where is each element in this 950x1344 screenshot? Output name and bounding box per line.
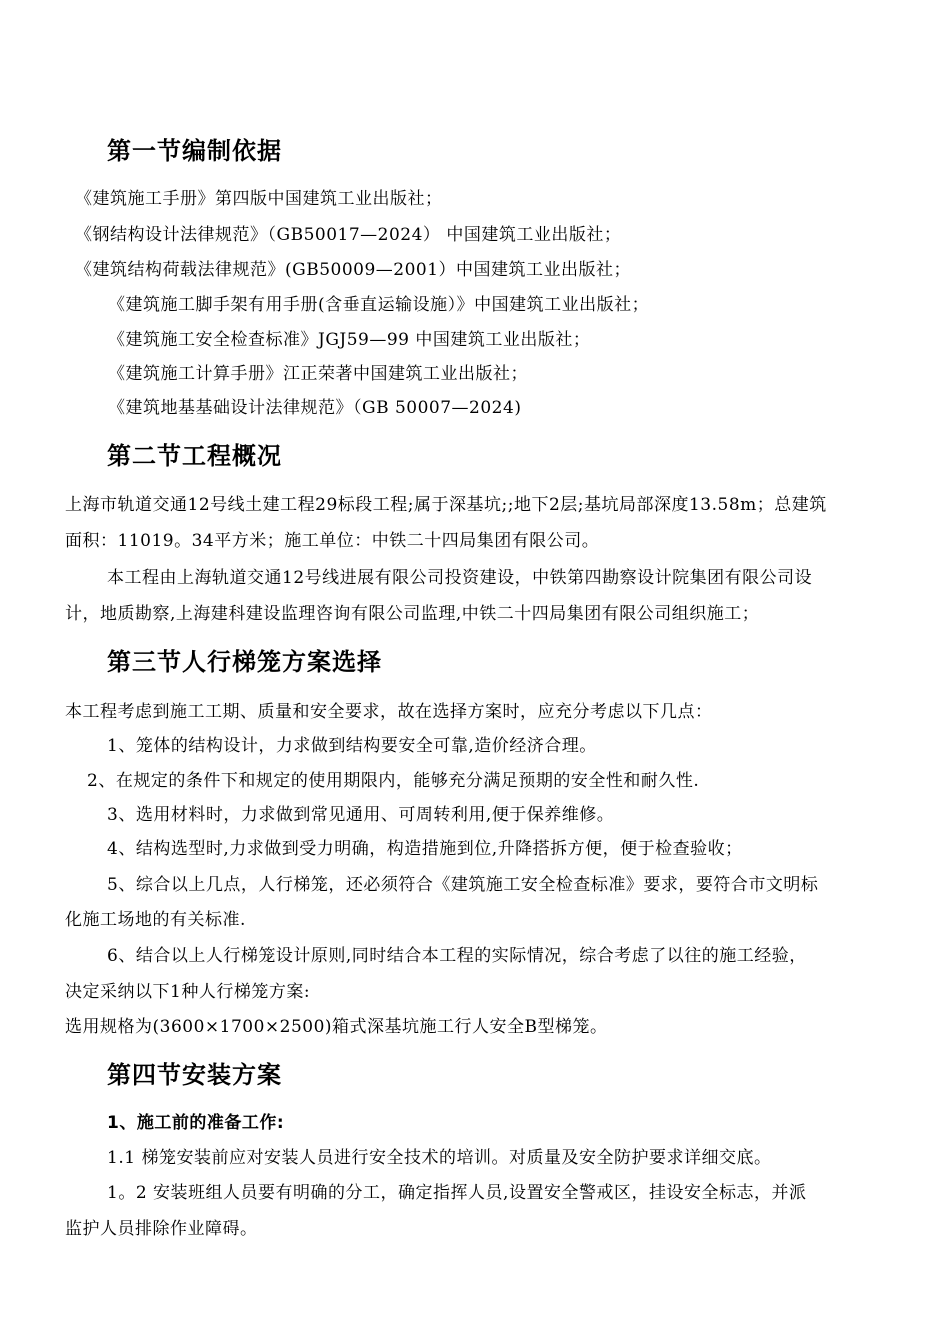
- reference-item: 《建筑施工安全检查标准》JGJ59—99 中国建筑工业出版社；: [108, 330, 591, 350]
- list-item: 决定采纳以下1种人行梯笼方案:: [65, 982, 311, 1002]
- section3-heading: 第三节人行梯笼方案选择: [107, 648, 382, 676]
- reference-item: 《建筑施工脚手架有用手册(含垂直运输设施）》中国建筑工业出版社；: [108, 295, 650, 315]
- list-item: 1、笼体的结构设计，力求做到结构要安全可靠,造价经济合理。: [107, 736, 597, 756]
- paragraph-line: 上海市轨道交通12号线土建工程29标段工程;属于深基坑;;地下2层;基坑局部深度13.58m；总建筑: [65, 495, 827, 515]
- paragraph-line: 面积：11019。34平方米；施工单位：中铁二十四局集团有限公司。: [65, 531, 600, 551]
- list-item: 化施工场地的有关标准.: [65, 910, 246, 930]
- paragraph-line: 1。2 安装班组人员要有明确的分工，确定指挥人员,设置安全警戒区，挂设安全标志，并派: [107, 1183, 807, 1203]
- reference-item: 《建筑结构荷载法律规范》(GB50009—2001）中国建筑工业出版社；: [75, 260, 632, 280]
- list-item: 5、综合以上几点，人行梯笼，还必须符合《建筑施工安全检查标准》要求，要符合市文明标: [107, 875, 819, 895]
- subheading: 1、施工前的准备工作:: [107, 1113, 285, 1133]
- paragraph-line: 选用规格为(3600×1700×2500)箱式深基坑施工行人安全B型梯笼。: [65, 1017, 608, 1037]
- list-item: 6、结合以上人行梯笼设计原则,同时结合本工程的实际情况，综合考虑了以往的施工经验，: [107, 946, 807, 966]
- reference-item: 《建筑施工计算手册》江正荣著中国建筑工业出版社；: [108, 364, 528, 384]
- paragraph-line: 本工程由上海轨道交通12号线进展有限公司投资建设，中铁第四勘察设计院集团有限公司设: [107, 568, 813, 588]
- reference-item: 《建筑地基基础设计法律规范》（GB 50007—2024): [108, 398, 522, 418]
- paragraph-line: 1.1 梯笼安装前应对安装人员进行安全技术的培训。对质量及安全防护要求详细交底。: [107, 1148, 772, 1168]
- section2-heading: 第二节工程概况: [107, 442, 282, 470]
- list-item: 2、在规定的条件下和规定的使用期限内，能够充分满足预期的安全性和耐久性.: [87, 771, 700, 791]
- section1-heading: 第一节编制依据: [107, 137, 282, 165]
- paragraph-line: 计，地质勘察,上海建科建设监理咨询有限公司监理,中铁二十四局集团有限公司组织施工；: [65, 604, 760, 624]
- list-item: 3、选用材料时，力求做到常见通用、可周转利用,便于保养维修。: [107, 805, 615, 825]
- reference-item: 《建筑施工手册》第四版中国建筑工业出版社；: [75, 189, 443, 209]
- reference-item: 《钢结构设计法律规范》（GB50017—2024） 中国建筑工业出版社；: [75, 225, 622, 245]
- paragraph-line: 本工程考虑到施工工期、质量和安全要求，故在选择方案时，应充分考虑以下几点：: [65, 702, 713, 722]
- paragraph-line: 监护人员排除作业障碍。: [65, 1219, 258, 1239]
- section4-heading: 第四节安装方案: [107, 1061, 282, 1089]
- list-item: 4、结构选型时,力求做到受力明确，构造措施到位,升降搭拆方便，便于检查验收；: [107, 839, 743, 859]
